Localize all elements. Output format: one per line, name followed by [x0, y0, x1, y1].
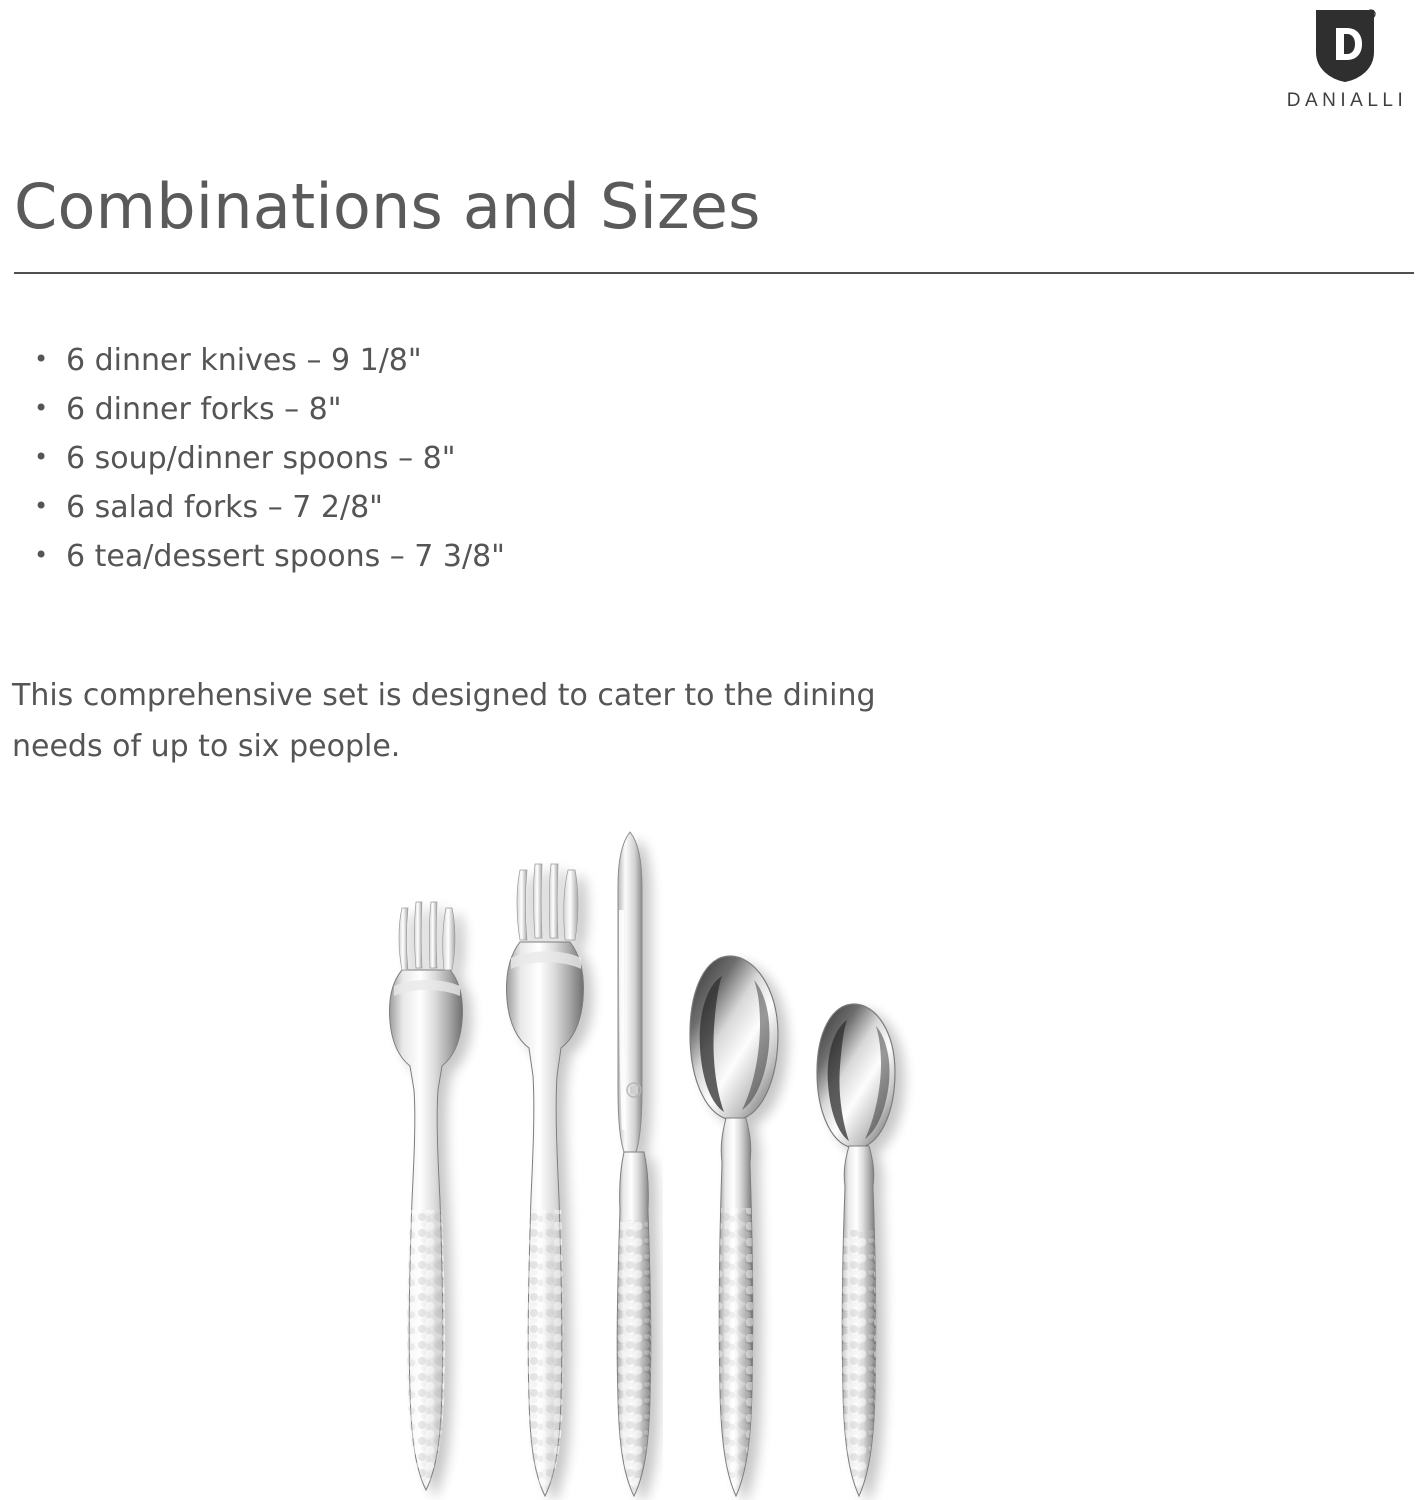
- dinner-knife: [617, 832, 651, 1496]
- tea-spoon: [817, 1004, 895, 1496]
- description-paragraph: This comprehensive set is designed to cater to the dining needs of up to six people.: [12, 678, 876, 764]
- list-item: • 6 soup/dinner spoons – 8": [28, 434, 928, 483]
- specifications-list: [28, 336, 928, 581]
- header-divider: [14, 272, 1414, 274]
- list-item: • 6 tea/dessert spoons – 7 3/8": [28, 532, 928, 581]
- list-item: • 6 dinner forks – 8": [28, 385, 928, 434]
- list-item: • 6 salad forks – 7 2/8": [28, 483, 928, 532]
- dinner-fork: [507, 864, 584, 1496]
- svg-text:R: R: [1369, 12, 1373, 19]
- product-image: [0, 790, 1428, 1500]
- shield-d-logo-icon: [1314, 8, 1376, 84]
- flatware-set-illustration: [330, 790, 970, 1500]
- brand-name: DANIALLI: [1286, 90, 1408, 111]
- brand-logo: [1270, 8, 1420, 112]
- page-title: Combinations and Sizes: [14, 169, 761, 243]
- list-item: • 6 dinner knives – 9 1/8": [28, 336, 928, 385]
- salad-fork: [390, 902, 463, 1490]
- soup-spoon: [690, 956, 778, 1496]
